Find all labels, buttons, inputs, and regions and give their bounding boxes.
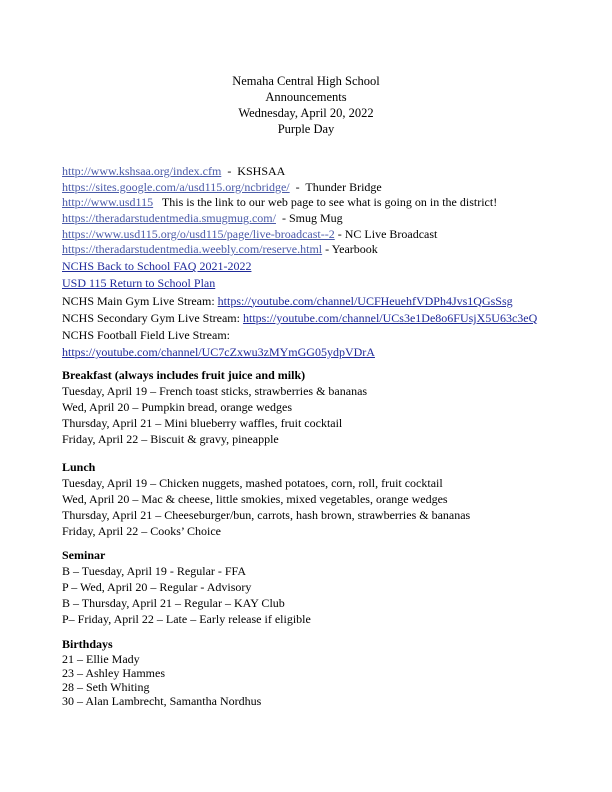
usd115-link[interactable]: http://www.usd115 xyxy=(62,195,154,210)
breakfast-item: Thursday, April 21 – Mini blueberry waffles, fruit cocktail xyxy=(62,416,343,430)
breakfast-item: Tuesday, April 19 – French toast sticks, strawberries & bananas xyxy=(62,384,368,398)
usd115-label: This is the link to our web page to see what is going on in the district! xyxy=(153,195,498,210)
seminar-section xyxy=(62,547,602,627)
return-to-school-plan-link[interactable]: USD 115 Return to School Plan xyxy=(62,276,216,291)
link-row-return-plan xyxy=(62,275,602,292)
thunder-bridge-label: - Thunder Bridge xyxy=(289,179,382,194)
lunch-item: Friday, April 22 – Cooks’ Choice xyxy=(62,524,221,538)
stream-row-secondary-gym xyxy=(62,310,602,327)
link-row-yearbook xyxy=(62,242,602,258)
football-stream-link[interactable]: https://youtube.com/channel/UC7cZxwu3zMYmGG05ydpVDrA xyxy=(62,345,375,360)
birthday-item: 28 – Seth Whiting xyxy=(62,680,150,694)
stream-row-main-gym xyxy=(62,293,602,310)
back-to-school-faq-link[interactable]: NCHS Back to School FAQ 2021-2022 xyxy=(62,259,252,274)
breakfast-item: Friday, April 22 – Biscuit & gravy, pineapple xyxy=(62,432,279,446)
stream-row-football-label xyxy=(62,327,602,344)
seminar-item: B – Thursday, April 21 – Regular – KAY Club xyxy=(62,596,285,610)
birthdays-section xyxy=(62,637,602,708)
main-gym-stream-link[interactable]: https://youtube.com/channel/UCFHeuehfVDPh4Jvs1QGsSsg xyxy=(217,293,513,308)
seminar-item: P – Wed, April 20 – Regular - Advisory xyxy=(62,580,252,594)
document-header xyxy=(0,73,612,137)
link-row-thunder-bridge xyxy=(62,180,602,196)
yearbook-link[interactable]: https://theradarstudentmedia.weebly.com/reserve.html xyxy=(62,242,323,257)
document-date: Wednesday, April 20, 2022 xyxy=(238,106,374,120)
main-gym-stream-label: NCHS Main Gym Live Stream: xyxy=(62,293,218,308)
secondary-gym-stream-label: NCHS Secondary Gym Live Stream: xyxy=(62,310,243,325)
thunder-bridge-link[interactable]: https://sites.google.com/a/usd115.org/ncbridge/ xyxy=(62,179,290,194)
lunch-item: Thursday, April 21 – Cheeseburger/bun, carrots, hash brown, strawberries & bananas xyxy=(62,508,471,522)
link-row-smugmug xyxy=(62,211,602,227)
lunch-item: Tuesday, April 19 – Chicken nuggets, mashed potatoes, corn, roll, fruit cocktail xyxy=(62,476,443,490)
kshsaa-link[interactable]: http://www.kshsaa.org/index.cfm xyxy=(62,164,222,178)
lunch-section xyxy=(62,459,602,539)
birthday-item: 21 – Ellie Mady xyxy=(62,652,140,666)
birthday-item: 23 – Ashley Hammes xyxy=(62,666,165,680)
football-stream-label: NCHS Football Field Live Stream: xyxy=(62,327,230,342)
breakfast-item: Wed, April 20 – Pumpkin bread, orange wedges xyxy=(62,400,292,414)
school-name: Nemaha Central High School xyxy=(232,74,380,88)
link-row-live-broadcast xyxy=(62,227,602,243)
secondary-gym-stream-link[interactable]: https://youtube.com/channel/UCs3e1De8o6FUsjX5U63c3eQ xyxy=(242,310,538,325)
lunch-item: Wed, April 20 – Mac & cheese, little smokies, mixed vegetables, orange wedges xyxy=(62,492,448,506)
seminar-item: P– Friday, April 22 – Late – Early release if eligible xyxy=(62,612,311,626)
seminar-item: B – Tuesday, April 19 - Regular - FFA xyxy=(62,564,247,578)
link-row-faq xyxy=(62,258,602,275)
breakfast-heading: Breakfast (always includes fruit juice and milk) xyxy=(62,368,306,382)
breakfast-section xyxy=(62,367,602,447)
lunch-heading: Lunch xyxy=(62,460,96,474)
live-broadcast-link[interactable]: https://www.usd115.org/o/usd115/page/live-broadcast--2 xyxy=(62,226,335,241)
document-title: Announcements xyxy=(265,90,347,104)
birthday-item: 30 – Alan Lambrecht, Samantha Nordhus xyxy=(62,694,262,708)
seminar-heading: Seminar xyxy=(62,548,106,562)
yearbook-label: - Yearbook xyxy=(322,242,378,257)
birthdays-heading: Birthdays xyxy=(62,637,113,651)
day-color: Purple Day xyxy=(277,122,335,136)
live-broadcast-label: - NC Live Broadcast xyxy=(334,226,438,241)
stream-row-football-link xyxy=(62,344,602,361)
links-list xyxy=(62,164,602,361)
smugmug-link[interactable]: https://theradarstudentmedia.smugmug.com/ xyxy=(62,211,276,226)
link-row-kshsaa xyxy=(62,164,602,180)
link-row-usd115 xyxy=(62,195,602,211)
kshsaa-label: - KSHSAA xyxy=(221,164,286,178)
smugmug-label: - Smug Mug xyxy=(275,211,343,226)
